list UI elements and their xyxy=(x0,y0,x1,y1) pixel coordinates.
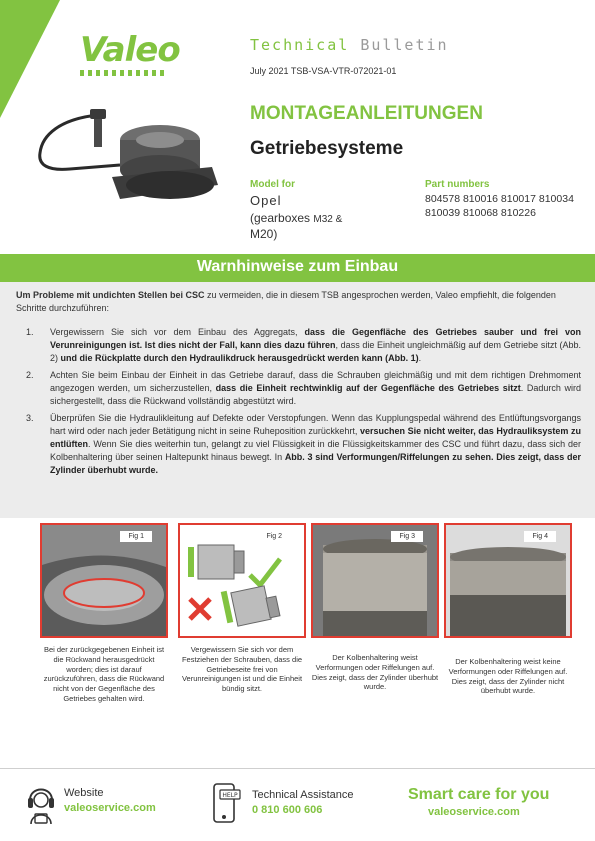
intro-bold: Um Probleme mit undichten Stellen bei CSC xyxy=(16,290,205,300)
step-text: Überprüfen Sie die Hydraulikleitung auf Defekte oder Verstopfungen. Wenn das Kupplungspedal während des Entlüftungsvorgangs hart wird oder nach jeder Betätigung nicht in seine Ruheposition zurückkehrt, xyxy=(50,413,581,437)
intro-rest: zu vermeiden, die in diesem TSB angesprochen werden, Valeo empfiehlt, die folgenden Schritte durchzuführen: xyxy=(16,290,556,313)
figure-tag: Fig 2 xyxy=(258,531,290,542)
logo-swoosh-icon xyxy=(70,66,180,80)
valeo-logo: Valeo xyxy=(80,30,180,70)
step-number: 1. xyxy=(26,327,34,337)
part-numbers-list: 804578 810016 810017 810034 810039 810068 810226 xyxy=(425,193,574,219)
smart-care-url[interactable]: valeoservice.com xyxy=(428,806,520,818)
step-bold: dass die Gegenfläche des Getriebes sauber und frei von Verunreinigungen ist. Ist dies nicht der Fall, kann dies dazu führen xyxy=(50,327,581,351)
sub-title: Getriebesysteme xyxy=(250,138,404,159)
step-item xyxy=(16,369,581,408)
steps-list xyxy=(16,326,581,482)
corner-accent xyxy=(0,0,60,118)
figure-tag: Fig 4 xyxy=(524,531,556,542)
model-name: Opel xyxy=(250,193,282,208)
bulletin-meta: July 2021 TSB-VSA-VTR-072021-01 xyxy=(250,66,397,76)
phone-help-icon xyxy=(208,780,244,828)
step-item xyxy=(16,326,581,365)
figure-tag: Fig 3 xyxy=(391,531,423,542)
gear-prefix: (gearboxes xyxy=(250,211,314,225)
step-text: , dass die Einheit ungleichmäßig auf dem Getriebe sitzt (Abb. 2) xyxy=(50,340,581,364)
step-number: 3. xyxy=(26,413,34,424)
smart-care-slogan: Smart care for you xyxy=(408,786,550,803)
assist-label: Technical Assistance xyxy=(252,789,354,801)
step-bold: und die Rückplatte durch den Hydraulikdruck herausgedrückt werden kann (Abb. 1) xyxy=(60,353,419,364)
website-link[interactable]: valeoservice.com xyxy=(64,802,156,814)
part-numbers-label: Part numbers xyxy=(425,179,490,190)
figure-4-caption: Der Kolbenhaltering weist keine Verformungen oder Riffelungen auf. Dies zeigt, dass der Zylinder nicht überhubt wurde. xyxy=(448,657,568,696)
step-text: . xyxy=(418,353,422,364)
website-label: Website xyxy=(64,787,104,799)
figure-1 xyxy=(40,523,168,638)
footer-divider xyxy=(0,768,595,769)
figure-2-caption: Vergewissern Sie sich vor dem Festziehen der Schrauben, dass die Getriebeseite frei von Verunreinigungen ist und die Einheit bündig sitzt. xyxy=(181,645,303,693)
step-text: . Dadurch wird sichergestellt, dass die Rückwand vollständig abgestützt wird. xyxy=(50,383,581,407)
main-title: MONTAGEANLEITUNGEN xyxy=(250,103,483,124)
headset-icon xyxy=(26,778,56,826)
bulletin-word-bulletin: Bulletin xyxy=(360,36,449,54)
section-title: Warnhinweise zum Einbau xyxy=(196,258,399,275)
model-label: Model for xyxy=(250,179,295,190)
help-text: HELP xyxy=(222,792,238,799)
step-item xyxy=(16,412,581,477)
step-bold: versuchen Sie nicht weiter, das Hydrauliksystem zu entlüften xyxy=(50,426,581,450)
bulletin-title xyxy=(250,36,449,54)
assist-phone[interactable]: 0 810 600 606 xyxy=(252,804,323,816)
bulletin-word-technical: Technical xyxy=(250,36,350,54)
figure-4 xyxy=(444,523,572,638)
figure-tag: Fig 1 xyxy=(120,531,152,542)
figure-3 xyxy=(311,523,439,638)
step-text: . Wenn Sie dies weiterhin tun, gelangt zu viel Flüssigkeit in die Flüssigkeitskammer des CSC und führt dazu, dass sich der Kolbenhaltering über seinen Haltepunkt hinaus bewegt. In xyxy=(50,439,581,463)
step-bold: Abb. 3 sind Verformungen/Riffelungen zu sehen. Dies zeigt, dass der Zylinder überhubt wurde. xyxy=(50,452,581,476)
clutch-cylinder-image xyxy=(20,105,230,215)
step-bold: dass die Einheit rechtwinklig auf der Gegenfläche des Getriebes sitzt xyxy=(215,383,521,394)
figure-2 xyxy=(178,523,306,638)
step-text: Achten Sie beim Einbau der Einheit in das Getriebe darauf, dass die Schrauben gleichmäßig und mit dem richtigen Drehmoment angezogen werden, um sicherzustellen, xyxy=(50,370,581,394)
intro-paragraph xyxy=(16,289,581,314)
figure-1-caption: Bei der zurückgegebenen Einheit ist die Rückwand herausgedrückt worden; dies ist darauf zurückzuführen, dass die Rückwand nicht von der Gegenfläche des Getriebes gehalten wird. xyxy=(43,645,165,703)
step-number: 2. xyxy=(26,370,34,381)
step-text: Vergewissern Sie sich vor dem Einbau des Aggregats, xyxy=(50,327,305,337)
model-gearboxes xyxy=(250,211,360,242)
figure-3-caption: Der Kolbenhaltering weist Verformungen oder Riffelungen auf. Dies zeigt, dass der Zylinder überhubt wurde. xyxy=(311,653,439,692)
gear-small: M32 & xyxy=(313,214,343,225)
gear-line2: M20) xyxy=(250,226,278,241)
